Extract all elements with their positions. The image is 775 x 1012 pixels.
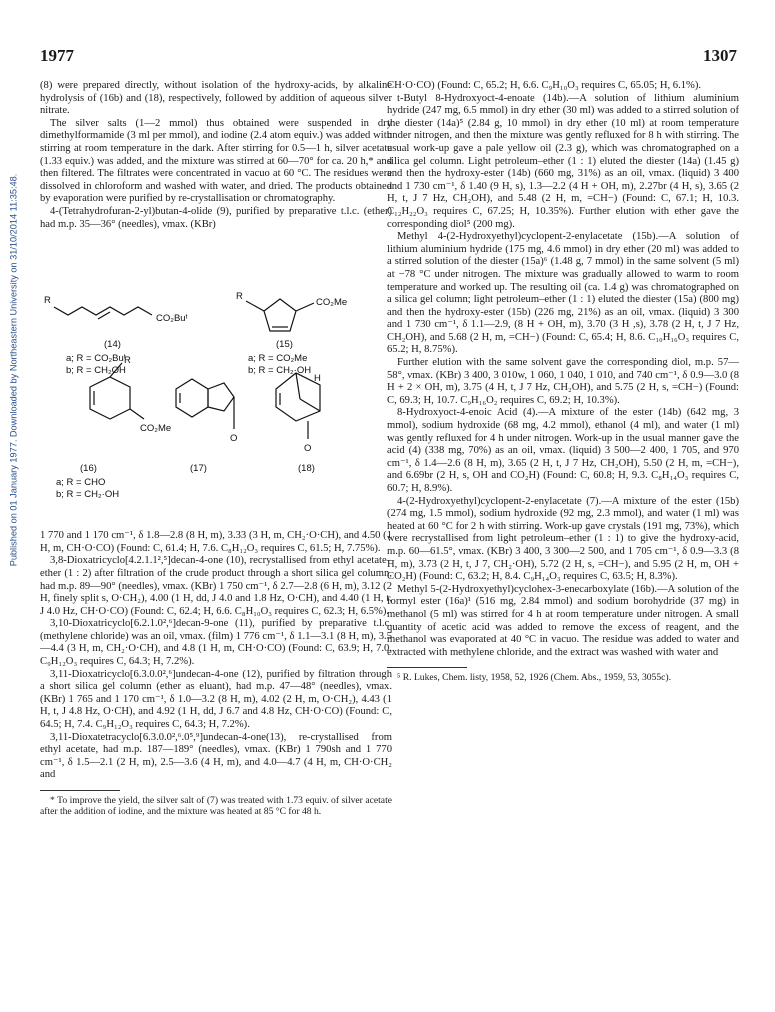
structure-16-ester-bond bbox=[130, 409, 144, 419]
compound-16b-legend: b; R = CH₂·OH bbox=[56, 489, 120, 501]
paragraph: Methyl 4-(2-Hydroxyethyl)cyclopent-2-enylacetate (15b).—A solution of lithium aluminium hydride (175 mg, 4.6 mmol) in dry ether (20 ml) was added to a stirred solution of the diester (15a)⁶ (1.48 g, 7 mmol) in the same solvent (5 ml) at −78 °C under nitrogen. The mixture was gradually allowed to warm to room temperature and worked up. The resulting oil (ca. 1.4 g) was chromatographed on a silica gel column; light petroleum–ether (1 : 1) eluted the diester (15a) (800 mg) and then the hydroxy-ester (15b) (226 mg, 21%) as an oil, νmax. (liquid) 3 300 and 1 730 cm⁻¹, δ 1.1—2.9, (8 H + OH, m), 3.70 (3 H ,s), 3.78 (2 H, t, J 7 Hz, CH₂OH), and 5.68 (2 H, m, =CH−) (Found: C, 65.4; H, 8.6. C₁₀H₁₆O₃ requires C, 65.2; H, 8.75%). bbox=[387, 231, 739, 356]
right-column bbox=[387, 80, 739, 684]
download-watermark bbox=[0, 110, 26, 630]
paragraph: 4-(Tetrahydrofuran-2-yl)butan-4-olide (9), purified by preparative t.l.c. (ether) had m.p. 35—36° (needles), νmax. (KBr) bbox=[40, 205, 392, 230]
watermark-text[interactable]: Published on 01 January 1977. Downloaded by Northeastern University on 31/10/2014 11:35:48. bbox=[8, 173, 19, 567]
structure-14-r-label: R bbox=[44, 295, 51, 307]
paragraph: CH·O·CO) (Found: C, 65.2; H, 6.6. C₉H₁₀O₃ requires C, 65.05; H, 6.1%). bbox=[387, 80, 702, 91]
left-column bbox=[40, 80, 392, 818]
compound-label-17: (17) bbox=[190, 463, 207, 475]
footnote-divider bbox=[40, 790, 120, 791]
structure-figure bbox=[40, 239, 392, 524]
structure-17-lactone-ring bbox=[208, 383, 234, 411]
structure-17-ring bbox=[176, 379, 208, 417]
compound-label-14: (14) bbox=[104, 339, 121, 351]
compound-15a-legend: a; R = CO₂Me bbox=[248, 353, 308, 365]
paragraph: 1 770 and 1 170 cm⁻¹, δ 1.8—2.8 (8 H, m), 3.33 (3 H, m, CH₂·O·CH), and 4.50 (1 H, m, CH·O·CO) (Found: C, 61.4; H, 7.6. C₈H₁₂O₃ requires C, 61.5; H, 7.75%). bbox=[40, 530, 392, 554]
structure-14-ester-label: CO₂Buᵗ bbox=[156, 313, 188, 325]
structure-18-bridge bbox=[296, 373, 300, 399]
footnote-divider bbox=[387, 667, 467, 668]
compound-label-18: (18) bbox=[298, 463, 315, 475]
paragraph: Methyl 5-(2-Hydroxyethyl)cyclohex-3-enecarboxylate (16b).—A solution of the formyl ester (16a)¹ (516 mg, 2.84 mmol) and sodium borohydride (37 mg) in methanol (5 ml) was stirred for 4 h at room temperature under nitrogen. A small quantity of acetic acid was added to remove the excess of reagent, and the methanol was evaporated at 40 °C in vacuo. The residue was added to water and extracted with methylene chloride, and the extract was washed with water and bbox=[387, 583, 739, 658]
structure-15-ring bbox=[264, 299, 296, 331]
footnote: * To improve the yield, the silver salt of (7) was treated with 1.73 equiv. of silver acetate after the addition of iodine, and the mixture was heated at 85 °C for 48 h. bbox=[40, 795, 392, 818]
chemical-structures bbox=[40, 239, 392, 524]
structure-18-bridge-2 bbox=[300, 399, 320, 411]
structure-16-ring bbox=[90, 377, 130, 419]
structure-16-r-label: R bbox=[124, 355, 131, 367]
structure-16-ester-label: CO₂Me bbox=[140, 423, 172, 435]
compound-16a-legend: a; R = CHO bbox=[56, 477, 106, 489]
compound-15b-legend: b; R = CH₂·OH bbox=[248, 365, 312, 377]
structure-18-oxygen-label: O bbox=[304, 443, 312, 455]
compound-14a-legend: a; R = CO₂Buᵗ bbox=[66, 353, 126, 365]
structure-14-chain bbox=[54, 307, 152, 315]
structure-18-h-label: H bbox=[314, 373, 321, 385]
structure-15-r-bond bbox=[246, 301, 264, 311]
paragraph: 3,11-Dioxatetracyclo[6.3.0.0²,⁶.0⁵,⁹]undecan-4-one(13), re-crystallised from ethyl acetate, had m.p. 187—189° (needles), νmax. (KBr) 1 790sh and 1 770 cm⁻¹, δ 1.5—2.1 (2 H, m), 2.5—3.6 (4 H, m), and 4.0—4.7 (4 H, m, CH·O·CH₂ and bbox=[40, 731, 392, 781]
paragraph: The silver salts (1—2 mmol) thus obtained were suspended in dry dimethylformamide (3 ml per mmol), and iodine (2.4 atom equiv.) was added with stirring at room temperature in the dark. After stirring for 0.5—1 h, silver acetate (1.33 equiv.) was added, and the mixture was stirred at 60—70° for ca. 20 h,* and then filtered. The filtrates were concentrated in vacuo at 60 °C. The residues were dissolved in chloroform and washed with water, and dried. The products obtained by evaporation were purified by re-crystallisation or chromatography. bbox=[40, 117, 392, 205]
compound-14b-legend: b; R = CH₂OH bbox=[66, 365, 126, 377]
structure-15-ester-bond bbox=[296, 303, 314, 311]
reference-footnote: ⁵ R. Lukes, Chem. listy, 1958, 52, 1926 (Chem. Abs., 1959, 53, 3055c). bbox=[397, 672, 672, 684]
structure-17-oxygen-label: O bbox=[230, 433, 238, 445]
structure-15-ester-label: CO₂Me bbox=[316, 297, 348, 309]
header-page-number: 1307 bbox=[703, 46, 737, 65]
page-header bbox=[40, 46, 737, 70]
paragraph: t-Butyl 8-Hydroxyoct-4-enoate (14b).—A solution of lithium aluminium hydride (247 mg, 6.5 mmol) in dry ether (30 ml) was added to a stirred solution of the diester (14a)⁵ (2.84 g, 10 mmol) in dry ether (10 ml) at room temperature under nitrogen, and then the mixture was gently refluxed for 8 h with stirring. The usual work-up gave a pale yellow oil (2.3 g), which was chromatographed on a silica gel column. Light petroleum–ether (1 : 1) eluted the diester (14a) (1.45 g) and then the hydroxy-ester (14b) (660 mg, 31%) as an oil, νmax. (liquid) 3 400 and 1 730 cm⁻¹, δ 1.40 (9 H, s), 1.3—2.2 (4 H + OH, m), 2.27br (4 H, s), 3.65 (2 H, t, J 7 Hz, CH₂OH), and 5.48 (2 H, m, =CH−) (Found: C, 67.1; H, 10.3. C₁₂H₂₂O₃ requires C, 67.25; H, 10.35%). Further elution with ether gave the corresponding diol⁵ (200 mg). bbox=[387, 92, 739, 230]
paragraph: 3,10-Dioxatricyclo[6.2.1.0²,⁶]decan-9-one (11), purified by preparative t.l.c. (methylene chloride) was an oil, νmax. (film) 1 776 cm⁻¹, δ 1.1—3.1 (8 H, m), 3.5—4.4 (3 H, m, CH₂·O·CH), and 4.8 (1 H, m, CH·O·CO) (Found: C, 63.9; H, 7.0. C₉H₁₂O₃ requires C, 64.3; H, 7.2%). bbox=[40, 618, 392, 668]
compound-label-16: (16) bbox=[80, 463, 97, 475]
paragraph: (8) were prepared directly, without isolation of the hydroxy-acids, by alkaline hydrolysis of (16b) and (18), respectively, followed by addition of aqueous silver nitrate. bbox=[40, 80, 392, 117]
header-year: 1977 bbox=[40, 46, 74, 65]
paragraph: 4-(2-Hydroxyethyl)cyclopent-2-enylacetate (7).—A mixture of the ester (15b) (274 mg, 1.5 mmol), sodium hydroxide (92 mg, 2.3 mmol), and water (1 ml) was heated at 60 °C for 2 h with stirring. Work-up gave crystals (191 mg, 73%), which were recrystallised from light petroleum–ether (1 : 1) to give the hydroxy-acid, m.p. 60—61.5°, νmax. (KBr) 3 400, 3 300—2 500, and 1 705 cm⁻¹, δ 0.9—3.3 (8 H, m), 3.73 (2 H, t, J 7, CH₂·OH), 5.72 (2 H, s, =CH−), and 5.95 (2 H, m, OH + CO₂H) (Found: C, 63.2; H, 8.4. C₉H₁₄O₃ requires C, 63.5; H, 8.3%). bbox=[387, 495, 739, 583]
structure-15-r-label: R bbox=[236, 291, 243, 303]
paragraph: 3,11-Dioxatricyclo[6.3.0.0²,⁶]undecan-4-one (12), purified by filtration through a short silica gel column (ether as eluant), had m.p. 47—48° (needles), νmax. (KBr) 1 765 and 1 170 cm⁻¹, δ 1.0—3.2 (8 H, m), 4.02 (2 H, m, O·CH₂), 4.43 (1 H, t, J 4.8 Hz, O·CH), and 4.92 (1 H, dd, J 6.7 and 4.8 Hz, CH·O·CO) (Found: C, 64.5; H, 7.4. C₉H₁₂O₃ requires C, 64.3; H, 7.2%). bbox=[40, 668, 392, 731]
compound-label-15: (15) bbox=[276, 339, 293, 351]
paragraph: 3,8-Dioxatricyclo[4.2.1.1²,⁵]decan-4-one (10), recrystallised from ethyl acetate–ether (1 : 2) after filtration of the crude product through a short silica gel column, had m.p. 89—90° (needles), νmax. (KBr) 1 750 cm⁻¹, δ 2.7—2.8 (6 H, m), 3.12 (2 H, finely split s, O·CH₂), 4.00 (1 H, dd, J 4.0 and 1.8 Hz, O·CH), and 4.40 (1 H, t, J 4.0 Hz, CH·O·CO) (Found: C, 62.4; H, 6.6. C₈H₁₀O₃ requires C, 62.3; H, 6.5%). bbox=[40, 555, 392, 617]
paragraph: 8-Hydroxyoct-4-enoic Acid (4).—A mixture of the ester (14b) (642 mg, 3 mmol), sodium hydroxide (68 mg, 4.2 mmol), ethanol (4 ml), and water (1 ml) was gently refluxed for 4 h under nitrogen. Work-up in the usual manner gave the acid (4) (338 mg, 70%) as an oil, νmax. (liquid) 3 500—2 400, 1 705, and 970 cm⁻¹, δ 1.4—2.6 (8 H, m), 3.65 (2 H, t, J 7 Hz, CH₂OH), 5.50 (2 H, m, =CH−), and 6.69br (2 H, s, OH and CO₂H) (Found: C, 60.8; H, 9.3. C₈H₁₄O₃ requires C, 60.7; H, 8.9%). bbox=[387, 407, 739, 494]
paragraph: Further elution with the same solvent gave the corresponding diol, m.p. 57—58°, νmax. (KBr) 3 400, 3 010w, 1 060, 1 040, 1 010, and 740 cm⁻¹, δ 0.9—3.0 (8 H + 2 × OH, m), 3.75 (4 H, t, J 7 Hz, CH₂OH), and 5.75 (2 H, s, =CH−) (Found: C, 69.3; H, 10.7. C₉H₁₆O₂ requires C, 69.2; H, 10.3%). bbox=[387, 357, 739, 406]
